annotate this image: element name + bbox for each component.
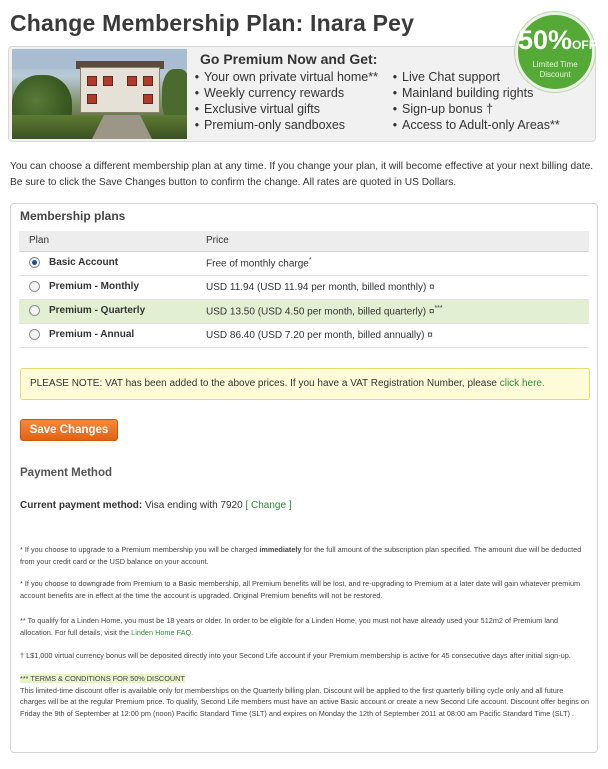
plan-radio-basic[interactable] — [29, 257, 40, 268]
footnote-text: for the full amount of the subscription plan specified. The amount due will be deducted from your credit card or the USD balance on your account. — [20, 545, 582, 566]
page-title: Change Membership Plan: Inara Pey — [10, 10, 415, 36]
plan-price: Free of monthly charge — [206, 258, 309, 270]
plan-row-annual[interactable] — [19, 323, 589, 347]
plan-radio-quarterly[interactable] — [29, 305, 40, 316]
change-payment-link[interactable]: [ Change ] — [245, 500, 292, 511]
plan-radio-monthly[interactable] — [29, 281, 40, 292]
benefit-item: • Your own private virtual home** — [192, 69, 378, 85]
benefit-item: • Premium-only sandboxes — [192, 117, 378, 133]
discount-percent: 50% — [518, 25, 573, 55]
current-payment-method — [20, 500, 292, 511]
benefit-item: • Exclusive virtual gifts — [192, 101, 378, 117]
benefit-item: • Live Chat support — [390, 69, 560, 85]
plan-radio-annual[interactable] — [29, 329, 40, 340]
footnote-signup-bonus: † L$1,000 virtual currency bonus will be deposited directly into your Second Life account if your Premium membership is active for 45 consecutive days after initial sign-up. — [20, 651, 571, 660]
discount-label-line1: Limited Time — [532, 60, 578, 69]
column-header-plan: Plan — [19, 231, 206, 251]
payment-method-heading: Payment Method — [20, 467, 113, 479]
save-changes-button[interactable]: Save Changes — [20, 419, 118, 441]
footnote-mark: *** — [434, 304, 443, 312]
plan-row-monthly[interactable] — [19, 275, 589, 299]
footnote-downgrade: * If you choose to downgrade from Premium to a Basic membership, all Premium benefits will be lost, and re-upgrading to Premium at a later date will gain whatever premium account benefits are in effect at the time the account is upgraded. Original Premium benefits will not be restored. — [20, 579, 581, 600]
payment-method-value: Visa ending with 7920 — [145, 500, 243, 511]
membership-plans-title: Membership plans — [20, 209, 126, 223]
vat-notice-text: PLEASE NOTE: VAT has been added to the above prices. If you have a VAT Registration Number, please — [30, 378, 497, 389]
intro-text: You can choose a different membership plan at any time. If you change your plan, it will become effective at your next billing date. Be sure to click the Save Changes button to confirm the change. All rates are quoted in US Dollars. — [10, 161, 594, 188]
benefit-item: • Weekly currency rewards — [192, 85, 378, 101]
column-header-price: Price — [206, 231, 589, 251]
discount-badge — [515, 12, 595, 92]
footnote-linden-home — [20, 615, 590, 638]
footnote-mark: * — [308, 256, 312, 264]
benefit-item: • Sign-up bonus † — [390, 101, 560, 117]
benefit-item: • Mainland building rights — [390, 85, 560, 101]
linden-home-faq-link[interactable]: Linden Home FAQ. — [131, 627, 194, 637]
footnote-emphasis: immediately — [259, 545, 302, 554]
plan-price: USD 11.94 (USD 11.94 per month, billed monthly) ¤ — [206, 281, 435, 293]
plan-price: USD 13.50 (USD 4.50 per month, billed quarterly) ¤ — [206, 306, 435, 318]
vat-notice — [20, 368, 590, 400]
plan-table — [19, 231, 589, 348]
plan-row-basic[interactable] — [19, 251, 589, 275]
membership-panel — [10, 203, 598, 753]
promo-house-image — [12, 49, 187, 139]
discount-off: OFF — [572, 38, 597, 52]
footnote-text: * If you choose to upgrade to a Premium membership you will be charged — [20, 545, 258, 554]
footnote-terms — [20, 673, 590, 719]
plan-price: USD 86.40 (USD 7.20 per month, billed annually) ¤ — [206, 329, 433, 341]
benefit-item: • Access to Adult-only Areas** — [390, 117, 560, 133]
discount-label-line2: Discount — [539, 70, 571, 79]
promo-heading: Go Premium Now and Get: — [200, 51, 378, 67]
plan-row-quarterly[interactable] — [19, 299, 589, 323]
plan-name: Premium - Quarterly — [49, 305, 146, 317]
vat-click-here-link[interactable]: click here. — [499, 378, 545, 389]
plan-name: Basic Account — [49, 257, 119, 269]
footnote-upgrade — [20, 544, 590, 567]
terms-title: *** TERMS & CONDITIONS FOR 50% DISCOUNT — [20, 674, 185, 683]
plan-name: Premium - Annual — [49, 329, 135, 341]
plan-name: Premium - Monthly — [49, 281, 140, 293]
footnote-text: ** To qualify for a Linden Home, you must be 18 years or older. In order to be eligible for a Linden Home, you must not have already used your 512m2 of Premium land allocation. For full details, visit the — [20, 616, 559, 637]
terms-body: This limited-time discount offer is available only for memberships on the Quarterly billing plan. Discount will be applied to the first quarterly billing cycle only and all future charges will be at the regular Premium price. To qualify, Second Life members must have an active Basic account or create a new Second Life account. Discount offer begins on Friday the 9th of September at 12:00 pm (noon) Pacific Standard Time (SLT) and expires on Monday the 12th of September 2011 at 08:00 am Pacific Standard Time (SLT) . — [20, 685, 590, 718]
premium-promo-banner — [8, 46, 596, 142]
payment-method-label: Current payment method: — [20, 500, 143, 511]
benefits-list-left — [192, 69, 378, 133]
